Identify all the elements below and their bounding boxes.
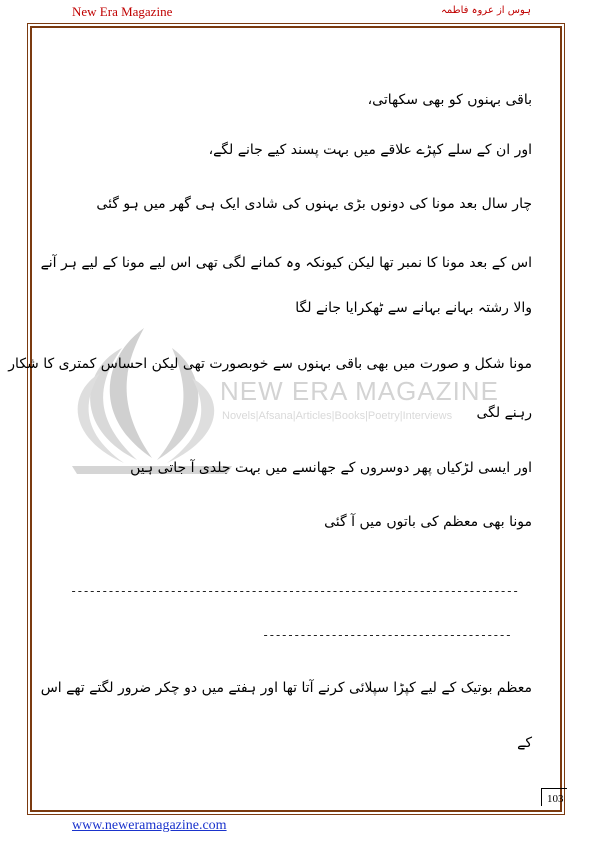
website-link[interactable]: www.neweramagazine.com [72,818,227,833]
paragraph-line: اور ان کے سلے کپڑے علاقے میں بہت پسند کیے جانے لگے، [208,142,532,158]
paragraph-line: اور ایسی لڑکیاں پھر دوسروں کے جھانسے میں بہت جلدی آ جاتی ہیں [130,460,532,476]
magazine-name: New Era Magazine [72,4,173,19]
paragraph-line: رہنے لگی [476,405,532,421]
paragraph-line: چار سال بعد مونا کی دونوں بڑی بہنوں کی شادی ایک ہی گھر میں ہو گئی [96,196,532,212]
paragraph-line: باقی بہنوں کو بھی سکھاتی، [367,92,532,108]
watermark [8,288,532,488]
paragraph-line: اس کے بعد مونا کا نمبر تھا لیکن کیونکہ وہ کمانے لگی تھی اس لیے مونا کے لیے ہر آنے [40,255,532,271]
watermark-title: NEW ERA MAGAZINE [220,376,499,406]
page-number: 103 [547,793,564,805]
separator-line: ---------------------------------------- [262,628,511,642]
paragraph-line: مونا شکل و صورت میں بھی باقی بہنوں سے خوبصورت تھی لیکن احساس کمتری کا شکار [8,356,532,372]
watermark-subtitle: Novels|Afsana|Articles|Books|Poetry|Interviews [222,410,453,422]
paragraph-line: معظم بوتیک کے لیے کپڑا سپلائی کرنے آتا تھا اور ہفتے میں دو چکر ضرور لگتے تھے اس [40,680,532,696]
watermark-logo-icon [62,288,232,478]
paragraph-line: کے [517,735,532,751]
paragraph-line: مونا بھی معظم کی باتوں میں آ گئی [324,514,532,530]
separator-line: ------------------------------------------------------------------------ [70,584,519,598]
paragraph-line: والا رشتہ بہانے بہانے سے ٹھکرایا جانے لگا [295,300,532,316]
story-title: ہوس از عروہ فاطمہ [441,5,531,16]
